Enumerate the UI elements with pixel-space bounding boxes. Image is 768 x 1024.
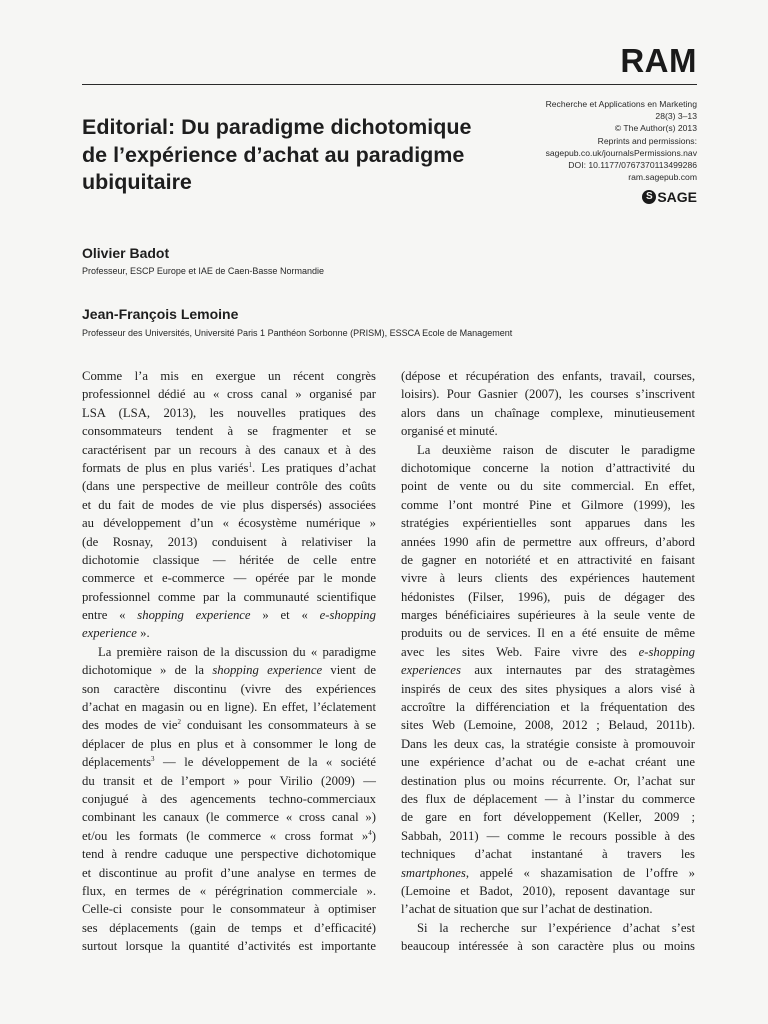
body-text-line: Comme l’a mis en exergue un récent congrès	[82, 369, 376, 383]
body-text-line: du transit et de l’emport » pour Virilio (2009) —	[82, 773, 376, 788]
author-name: Olivier Badot	[82, 245, 170, 261]
body-text-line: de gagner en notoriété et en attractivité en faisant	[401, 552, 695, 567]
body-text-line: loisirs). Pour Gasnier (2007), les courses s’inscrivent	[401, 387, 695, 402]
body-text-line: stratégies expérientielles sont apparues dans les	[401, 516, 695, 531]
body-text-line: son caractère discontinu (vivre des expériences	[82, 681, 376, 696]
reprints-link[interactable]: sagepub.co.uk/journalsPermissions.nav	[545, 147, 697, 158]
body-text-line: professionnel comme par la communauté scientifique	[82, 589, 376, 604]
body-text-line: La deuxième raison de discuter le paradigme	[417, 442, 695, 457]
body-text-line: sites Web (Lemoine, 2008, 2012 ; Belaud, 2011b).	[401, 718, 695, 733]
sage-icon: S	[642, 190, 656, 204]
body-column-right	[401, 367, 695, 956]
body-text-line: LSA (LSA, 2013), les nouvelles pratiques des	[82, 405, 376, 420]
body-text-line: surtout lorsque la quantité d’activités est importante	[82, 939, 376, 954]
body-text-line: comme l’ont montré Pine et Gilmore (1999), les	[401, 497, 695, 512]
author-name: Jean-François Lemoine	[82, 306, 239, 322]
body-text-line: point de vente ou du site commercial. En effet,	[401, 479, 695, 494]
body-text-line: avec les sites Web. Faire vivre des e-shopping	[401, 644, 695, 659]
reprints-label: Reprints and permissions:	[597, 135, 697, 146]
journal-metadata	[546, 98, 697, 183]
body-text-line: dichotomie classique — héritée de celle entre	[82, 552, 376, 567]
doi[interactable]: DOI: 10.1177/0767370113499286	[568, 160, 697, 171]
body-text-line: conjugué à des agencements techno-commerciaux	[82, 791, 376, 806]
body-text-line: consommateurs tendent à se fragmenter et se	[82, 424, 376, 439]
title-line: de l’expérience d’achat au paradigme	[82, 142, 465, 167]
body-text-line: déplacements$^3$ — le développement de la « société	[82, 755, 376, 770]
body-text-line: professionnel dédié au « cross canal » organisé par	[82, 387, 376, 402]
body-text-line: experience ».	[82, 626, 150, 641]
body-text-line: entre « shopping experience » et « e-shopping	[82, 608, 376, 623]
body-text-line: caractérisent par un recours à des canaux et à des	[82, 442, 376, 457]
body-text-line: ses déplacements (gain de temps et d’efficacité)	[82, 920, 376, 935]
body-text-line: (dans une perspective de meilleur contrôle des coûts	[82, 479, 376, 494]
body-text-line: d’achat en magasin ou en ligne). En effet, l’éclatement	[82, 700, 376, 715]
title-line: Editorial: Du paradigme dichotomique	[82, 115, 472, 139]
journal-site-link[interactable]: ram.sagepub.com	[628, 172, 697, 183]
title-line: ubiquitaire	[82, 170, 192, 194]
body-text-line: Si la recherche sur l’expérience d’achat s’est	[417, 920, 695, 935]
journal-issue: 28(3) 3–13	[655, 111, 697, 122]
body-text-line: produits ou de services. Il en a été ensuite de même	[401, 626, 695, 641]
body-text-line: années 1990 afin de permettre aux offreurs, d’abord	[401, 534, 695, 549]
body-text-line: flux, en termes de « pérégrination commerciale ».	[82, 883, 376, 898]
body-text-line: une expérience d’achat ou de e-achat créant une	[401, 755, 695, 770]
body-text-line: (de Rosnay, 2013) conduisent à relativiser la	[82, 534, 376, 549]
body-text-line: La première raison de la discussion du « paradigme	[98, 644, 376, 659]
body-text-line: Celle-ci consiste pour le consommateur à optimiser	[82, 902, 376, 917]
body-text-line: experiences aux internautes par des stratagèmes	[401, 663, 695, 678]
author-affiliation: Professeur, ESCP Europe et IAE de Caen-Basse Normandie	[82, 266, 324, 276]
body-text-line: tend à rendre caduque une perspective dichotomique	[82, 847, 376, 862]
body-text-line: vivre à leurs clients des expériences hautement	[401, 571, 695, 586]
body-column-left	[82, 367, 376, 956]
body-text-line: et discontinue au profit d’une analyse en termes de	[82, 865, 376, 880]
body-text-line: dichotomique concerne la notion d’attractivité du	[401, 460, 695, 475]
body-text-line: marges bénéficiaires supérieures à la seule vente de	[401, 608, 695, 623]
body-text-line: et du fait de modes de vie plus dispersés) associées	[82, 497, 376, 512]
body-text-line: beaucoup intéressée à son caractère plus ou moins	[401, 939, 695, 954]
body-text-line: des modes de vie$^2$ conduisant les consommateurs à se	[82, 718, 376, 733]
body-text-line: déplacer de plus en plus et à consommer le long de	[82, 736, 376, 751]
journal-name: Recherche et Applications en Marketing	[545, 99, 697, 109]
body-text-line: smartphones, appelé « shazamisation de l’offre »	[401, 865, 695, 880]
body-text-line: de gare en fort développement (Keller, 2009 ;	[401, 810, 695, 825]
author-affiliation: Professeur des Universités, Université Paris 1 Panthéon Sorbonne (PRISM), ESSCA Ecole de Management	[82, 328, 513, 338]
article-title	[82, 114, 502, 197]
body-text-line: techniques d’achat instantané à travers les	[401, 847, 695, 862]
body-text-line: hédonistes (Filser, 1996), puis de dégager des	[401, 589, 695, 604]
body-text-line: inspirés de ceux des sites physiques a alors visé à	[401, 681, 695, 696]
body-text-line: l’achat de situation que sur l’achat de destination.	[401, 902, 653, 917]
body-text-line: et/ou les formats (le commerce « cross format »$^4$)	[82, 828, 376, 843]
body-text-line: au développement d’un « écosystème numérique »	[82, 516, 376, 531]
publisher-logo	[642, 189, 697, 205]
body-text-line: (Lemoine et Badot, 2010), reposent davantage sur	[401, 883, 695, 898]
body-text-line: (dépose et récupération des enfants, travail, courses,	[401, 369, 695, 383]
body-text-line: des flux de déplacement — à l’instar du commerce	[401, 791, 695, 806]
body-text-line: formats de plus en plus variés$^1$. Les pratiques d’achat	[82, 460, 376, 475]
body-text-line: combinant les canaux (le commerce « cross canal »)	[82, 810, 376, 825]
body-text-line: alors dans un chaînage complexe, minutieusement	[401, 405, 695, 420]
body-text-line: destination plus ou moins récurrente. Or, l’achat sur	[401, 773, 695, 788]
body-text-line: organisé et minuté.	[401, 424, 498, 439]
body-text-line: accroître la différenciation et la fréquentation des	[401, 700, 695, 715]
body-text-line: commerce et e-commerce — opérée par le monde	[82, 571, 376, 586]
publisher-name: SAGE	[657, 189, 697, 205]
journal-logo: RAM	[620, 42, 697, 79]
header-rule	[82, 84, 697, 85]
body-text-line: Dans les deux cas, la stratégie consiste à promouvoir	[401, 736, 695, 751]
body-text-line: Sabbah, 2011) — comme le recours possible à des	[401, 828, 695, 843]
copyright-notice: © The Author(s) 2013	[614, 123, 697, 134]
body-text-line: dichotomique » de la shopping experience vient de	[82, 663, 376, 678]
